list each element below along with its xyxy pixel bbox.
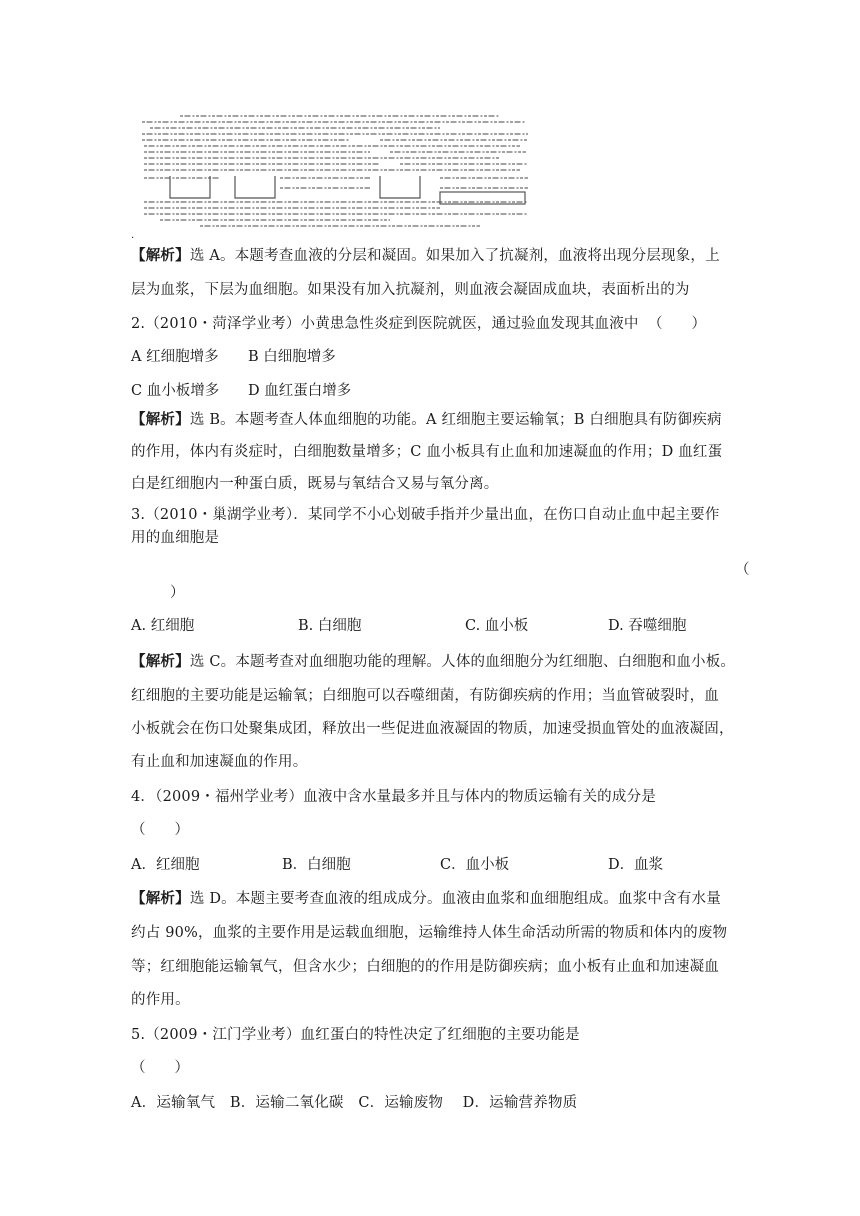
q4-option-c: C．血小板 [440,857,510,873]
q3-stem-line-2: 用的血细胞是 [131,530,220,546]
q2-option-d: D 血红蛋白增多 [248,383,352,399]
q3-analysis-line-1 [131,652,736,672]
q3-answer-paren-open: （ [735,562,750,578]
scanned-figure-image [140,112,530,230]
q4-analysis-line-3: 等；红细胞能运输氧气，但含水少；白细胞的的作用是防御疾病；血小板有止血和加速凝血 [131,959,719,975]
q2-analysis-line-1 [131,410,731,430]
q4-analysis-line-1 [131,889,731,909]
q3-answer-paren-close: ） [170,585,185,601]
analysis-label: 【解析】 [131,890,190,907]
analysis-label: 【解析】 [131,653,190,670]
q3-option-b: B. 白细胞 [298,618,362,634]
q1-analysis-line-2: 层为血浆，下层为血细胞。如果没有加入抗凝剂，则血液会凝固成血块，表面析出的为 [131,282,690,298]
q3-option-a: A. 红细胞 [131,618,195,634]
analysis-text: 选 A。本题考查血液的分层和凝固。如果加入了抗凝剂，血液将出现分层现象，上 [189,248,720,264]
q2-analysis-line-3: 白是红细胞内一种蛋白质，既易与氧结合又易与氧分离。 [131,476,499,492]
q2-option-a: A 红细胞增多 [131,349,219,365]
analysis-text: 选 D。本题主要考查血液的组成成分。血液由血浆和血细胞组成。血浆中含有水量 [189,891,721,907]
analysis-text: 选 C。本题考查对血细胞功能的理解。人体的血细胞分为红细胞、白细胞和血小板。 [189,654,736,670]
q4-option-a: A．红细胞 [131,857,200,873]
q4-stem: 4．（2009・福州学业考）血液中含水量最多并且与体内的物质运输有关的成分是 [131,789,656,805]
analysis-text: 选 B。本题考查人体血细胞的功能。A 红细胞主要运输氧；B 白细胞具有防御疾病 [189,412,722,428]
q4-answer-paren: （ ） [131,822,189,838]
q4-analysis-line-2: 约占 90%，血浆的主要作用是运载血细胞，运输维持人体生命活动所需的物质和体内的废物 [131,925,728,941]
q4-option-d: D．血浆 [608,857,664,873]
q4-option-b: B．白细胞 [282,857,351,873]
q5-options: A．运输氧气 B．运输二氧化碳 C．运输废物 D．运输营养物质 [131,1095,578,1111]
analysis-label: 【解析】 [131,411,190,428]
q3-analysis-line-3: 小板就会在伤口处聚集成团，释放出一些促进血液凝固的物质，加速受损血管处的血液凝固， [131,721,734,737]
q3-stem-line-1: 3.（2010・巢湖学业考）．某同学不小心划破手指并少量出血，在伤口自动止血中起主要作 [131,507,720,523]
scan-dot: . [131,230,135,241]
q2-stem: 2.（2010・菏泽学业考）小黄患急性炎症到医院就医，通过验血发现其血液中 [131,316,639,332]
q3-option-c: C. 血小板 [465,618,529,634]
q2-answer-paren: （ ） [648,316,706,332]
scanned-figure [140,112,530,230]
q4-analysis-line-4: 的作用。 [131,992,190,1008]
analysis-label: 【解析】 [131,247,190,264]
q2-option-b: B 白细胞增多 [248,349,336,365]
q3-option-d: D. 吞噬细胞 [608,618,687,634]
q5-answer-paren: （ ） [131,1060,189,1076]
q3-analysis-line-2: 红细胞的主要功能是运输氧；白细胞可以吞噬细菌，有防御疾病的作用；当血管破裂时，血 [131,688,719,704]
q2-analysis-line-2: 的作用，体内有炎症时，白细胞数量增多；C 血小板具有止血和加速凝血的作用；D 血红蛋 [131,444,723,460]
q3-analysis-line-4: 有止血和加速凝血的作用。 [131,754,308,770]
q5-stem: 5.（2009・江门学业考）血红蛋白的特性决定了红细胞的主要功能是 [131,1027,580,1043]
q1-analysis-line-1 [131,246,731,266]
q2-option-c: C 血小板增多 [131,383,220,399]
